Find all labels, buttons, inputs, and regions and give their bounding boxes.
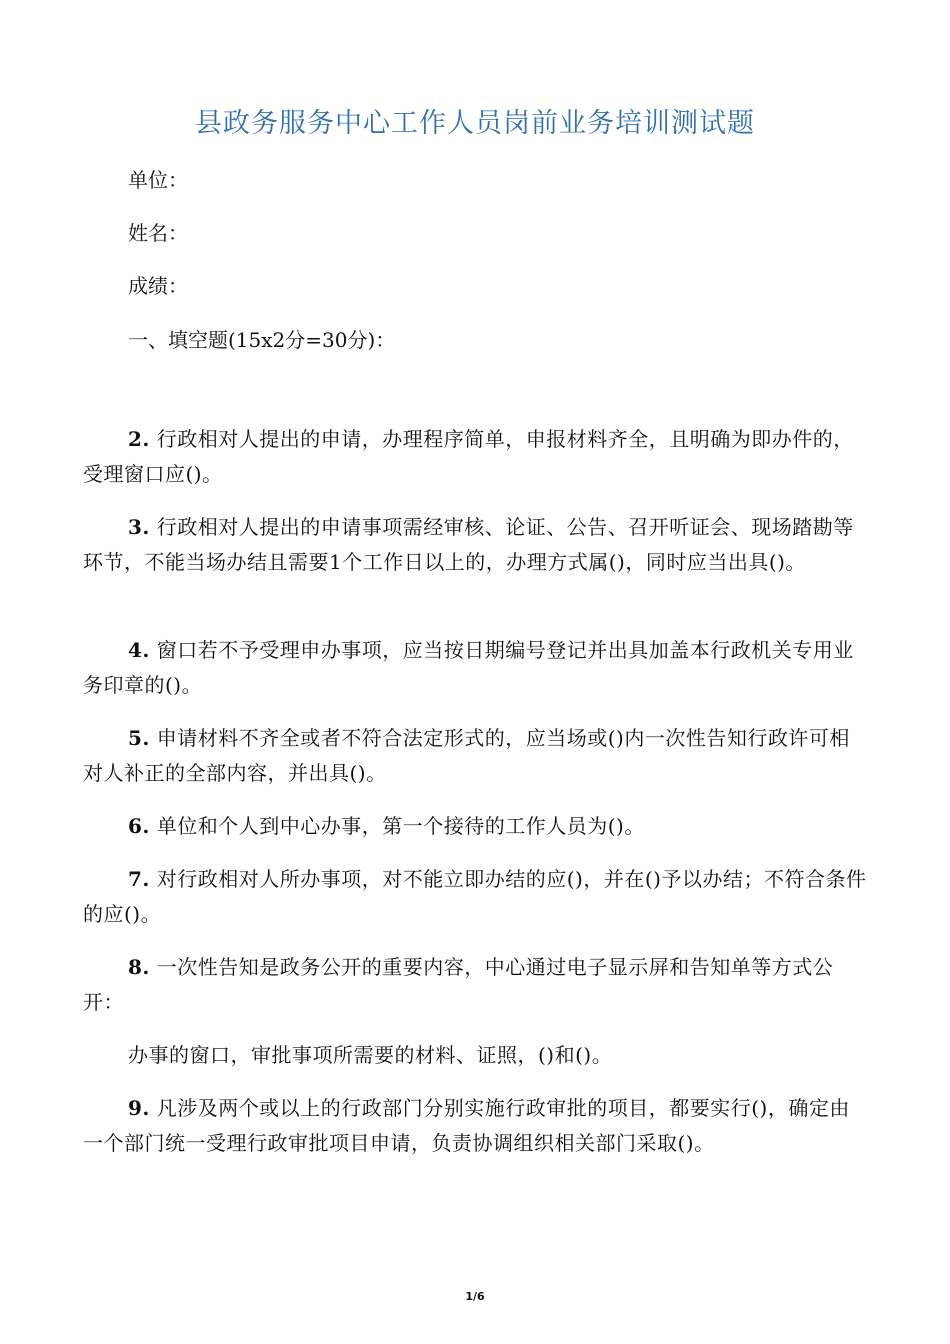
question-text: 凡涉及两个或以上的行政部门分别实施行政审批的项目，都要实行()，确定由一个部门统一受理行政审批项目申请，负责协调组织相关部门采取()。 bbox=[83, 1096, 850, 1155]
question-text: 对行政相对人所办事项，对不能立即办结的应()，并在()予以办结；不符合条件的应()。 bbox=[83, 867, 867, 926]
question-2 bbox=[83, 422, 867, 492]
question-7 bbox=[83, 862, 867, 932]
question-4 bbox=[83, 633, 867, 703]
question-number: 2. bbox=[128, 427, 150, 451]
question-number: 5. bbox=[128, 726, 150, 750]
document-title: 县政务服务中心工作人员岗前业务培训测试题 bbox=[195, 108, 755, 139]
question-8 bbox=[83, 950, 867, 1020]
question-number: 8. bbox=[128, 955, 150, 979]
question-text: 一次性告知是政务公开的重要内容，中心通过电子显示屏和告知单等方式公开： bbox=[83, 955, 834, 1014]
name-label: 姓名： bbox=[128, 221, 188, 245]
question-5 bbox=[83, 721, 867, 791]
section-heading: 一、填空题(15x2分=30分)： bbox=[128, 328, 396, 352]
question-text: 行政相对人提出的申请事项需经审核、论证、公告、召开听证会、现场踏勘等环节，不能当场办结且需要1个工作日以上的，办理方式属()，同时应当出具()。 bbox=[83, 515, 854, 574]
question-number: 6. bbox=[128, 814, 150, 838]
question-6 bbox=[83, 809, 867, 844]
question-text: 办事的窗口，审批事项所需要的材料、证照，()和()。 bbox=[128, 1043, 613, 1067]
question-9 bbox=[83, 1091, 867, 1161]
question-text: 窗口若不予受理申办事项，应当按日期编号登记并出具加盖本行政机关专用业务印章的()。 bbox=[83, 638, 854, 697]
question-text: 单位和个人到中心办事，第一个接待的工作人员为()。 bbox=[156, 814, 645, 838]
question-text: 申请材料不齐全或者不符合法定形式的，应当场或()内一次性告知行政许可相对人补正的全部内容，并出具()。 bbox=[83, 726, 850, 785]
question-3 bbox=[83, 510, 867, 580]
question-number: 9. bbox=[128, 1096, 150, 1120]
question-text: 行政相对人提出的申请，办理程序简单，申报材料齐全，且明确为即办件的，受理窗口应()。 bbox=[83, 427, 854, 486]
page-number: 1/6 bbox=[465, 1290, 485, 1303]
question-number: 7. bbox=[128, 867, 150, 891]
question-number: 3. bbox=[128, 515, 150, 539]
score-label: 成绩： bbox=[128, 274, 188, 298]
unit-label: 单位： bbox=[128, 168, 188, 192]
question-number: 4. bbox=[128, 638, 150, 662]
question-8-continued bbox=[83, 1038, 867, 1073]
